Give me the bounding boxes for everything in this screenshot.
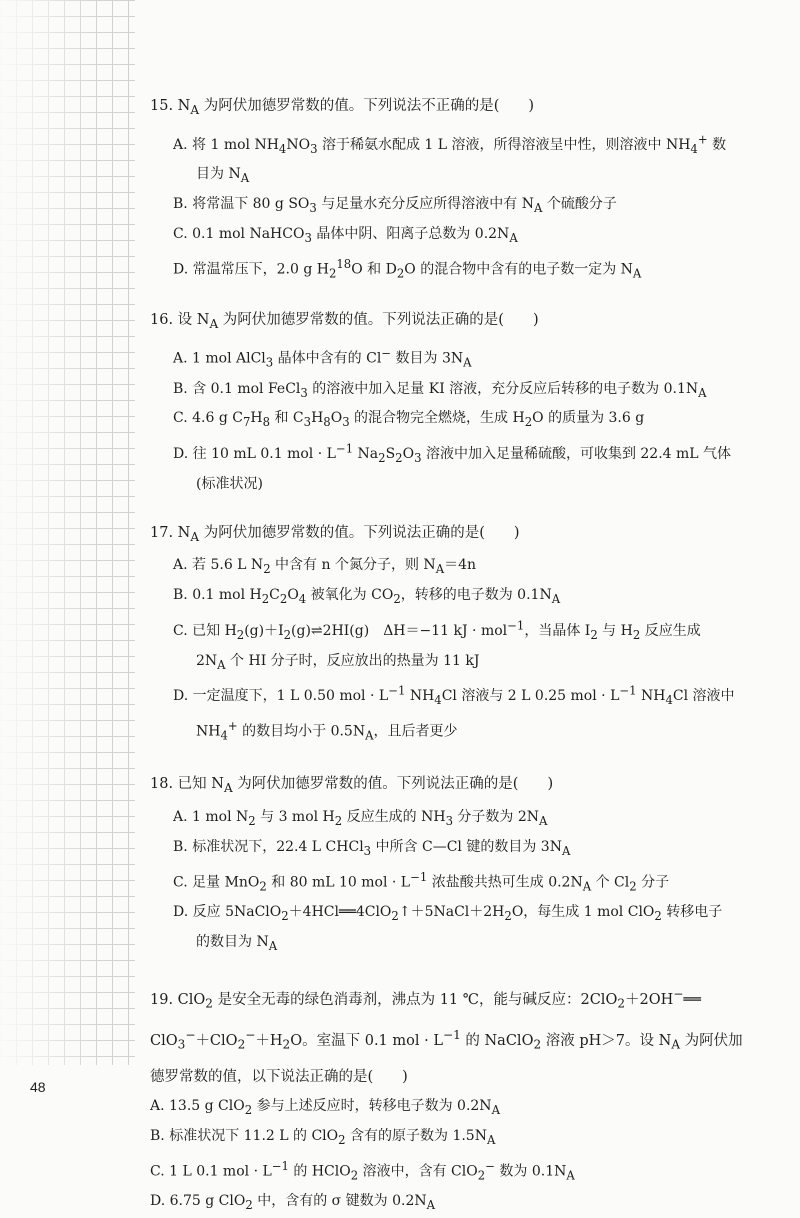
option-d[interactable] [173, 677, 750, 748]
option-text-cont: $NH_4^+$ 的数目均小于 $0.5N_A$，且后者更少 [196, 718, 458, 743]
option-text: D. 反应 $5NaClO_2+4HCl══4ClO_2↑+5NaCl+2H_2O$，每生成 1 mol ClO$_2$ 转移电子 [173, 904, 723, 923]
question-17 [150, 517, 750, 749]
option-a[interactable]: A. 1 mol $N_2$ 与 3 mol $H_2$ 反应生成的 $NH_3$ 分子数为 $2N_A$ [173, 809, 548, 828]
option-a[interactable]: A. 13.5 g ClO$_2$ 参与上述反应时，转移电子数为 $0.2N_A$ [150, 1098, 500, 1117]
option-d[interactable]: D. 常温常压下，2.0 g $H_2^{18}O$ 和 $D_2O$ 的混合物中含有的电子数一定为 $N_A$ [173, 256, 642, 281]
question-stem: 19. ClO$_2$ 是安全无毒的绿色消毒剂，沸点为 11 ℃，能与碱反应：2ClO$_2$＋2OH−══ [150, 986, 701, 1011]
option-d[interactable] [173, 899, 750, 959]
question-stem: 18. 已知 $N_A$ 为阿伏加德罗常数的值。下列说法正确的是( ) [150, 776, 554, 796]
option-b[interactable]: B. 0.1 mol $H_2C_2O_4$ 被氧化为 $CO_2$，转移的电子数为 $0.1N_A$ [173, 587, 561, 607]
option-text: A. 将 1 mol $NH_4NO_3$ 溶于稀氨水配成 1 L 溶液，所得溶液呈中性，则溶液中 $NH_4^+$ 数 [173, 131, 727, 156]
page-number: 48 [30, 1079, 46, 1095]
option-a[interactable]: A. 若 5.6 L $N_2$ 中含有 n 个氮分子，则 $N_A=4n$ [173, 557, 477, 577]
option-text-cont: 的数目为 $N_A$ [196, 933, 278, 953]
option-text: D. 一定温度下，1 L 0.50 mol · $L^{-1}$ $NH_4Cl$ 溶液与 2 L 0.25 mol · $L^{-1}$ $NH_4Cl$ 溶液中 [173, 683, 735, 707]
question-stem: 15. $N_A$ 为阿伏加德罗常数的值。下列说法不正确的是( ) [150, 98, 535, 117]
option-d[interactable]: D. 6.75 g ClO$_2$ 中，含有的 σ 键数为 $0.2N_A$ [150, 1193, 436, 1213]
option-text-cont: $2N_A$ 个 HI 分子时，反应放出的热量为 11 kJ [196, 652, 480, 672]
option-b[interactable]: B. 标准状况下 11.2 L 的 ClO$_2$ 含有的原子数为 $1.5N_A$ [150, 1127, 496, 1147]
option-text: C. 已知 $H_2(g)+I_2(g)\rightleftharpoons 2HI(g)$ ΔH＝−11 kJ · mol$^{-1}$，当晶体 $I_2$ 与 $H_2$ 反应生成 [173, 618, 701, 642]
option-c[interactable]: C. 0.1 mol NaHCO$_3$ 晶体中阴、阳离子总数为 $0.2N_A$ [173, 225, 518, 245]
question-stem-line-3: 德罗常数的值，以下说法正确的是( ) [150, 1069, 408, 1086]
option-text-cont: (标准状况) [196, 475, 263, 492]
option-d[interactable] [173, 435, 750, 496]
option-b[interactable]: B. 标准状况下，22.4 L CHCl$_3$ 中所含 C—Cl 键的数目为 $3N_A$ [173, 838, 571, 858]
option-c[interactable]: C. 4.6 g $C_7H_8$ 和 $C_3H_8O_3$ 的混合物完全燃烧，生成 $H_2O$ 的质量为 3.6 g [173, 410, 645, 430]
question-stem: 16. 设 $N_A$ 为阿伏加德罗常数的值。下列说法正确的是( ) [150, 312, 539, 332]
grid-margin-decoration [0, 0, 135, 1065]
question-19 [150, 978, 750, 1218]
question-list [150, 90, 750, 1218]
option-a[interactable] [173, 126, 750, 191]
option-text: D. 往 10 mL 0.1 mol · $L^{-1}$ $Na_2S_2O_3$ 溶液中加入足量稀硫酸，可收集到 22.4 mL 气体 [173, 441, 732, 465]
option-a[interactable]: A. 1 mol AlCl$_3$ 晶体中含有的 Cl− 数目为 $3N_A$ [173, 346, 472, 370]
option-b[interactable]: B. 将常温下 80 g $SO_3$ 与足量水充分反应所得溶液中有 $N_A$ 个硫酸分子 [173, 196, 617, 215]
option-c[interactable]: C. 足量 MnO$_2$ 和 80 mL 10 mol · $L^{-1}$ 浓盐酸共热可生成 $0.2N_A$ 个 $Cl_2$ 分子 [173, 869, 670, 894]
question-stem-line-2: $ClO_3^-+ClO_2^-+H_2O$。室温下 0.1 mol · $L^{-1}$ 的 NaClO$_2$ 溶液 pH＞7。设 $N_A$ 为阿伏加 [150, 1028, 743, 1053]
question-18 [150, 768, 750, 959]
question-16 [150, 304, 750, 496]
question-stem: 17. $N_A$ 为阿伏加德罗常数的值。下列说法正确的是( ) [150, 524, 520, 544]
option-c[interactable]: C. 1 L 0.1 mol · $L^{-1}$ 的 HClO$_2$ 溶液中，含有 ClO$_2$− 数为 $0.1N_A$ [150, 1158, 575, 1183]
option-b[interactable]: B. 含 0.1 mol FeCl$_3$ 的溶液中加入足量 KI 溶液，充分反应后转移的电子数为 $0.1N_A$ [173, 380, 707, 400]
option-c[interactable] [173, 612, 750, 677]
option-text-cont: 目为 $N_A$ [196, 166, 250, 186]
question-15 [150, 90, 750, 286]
